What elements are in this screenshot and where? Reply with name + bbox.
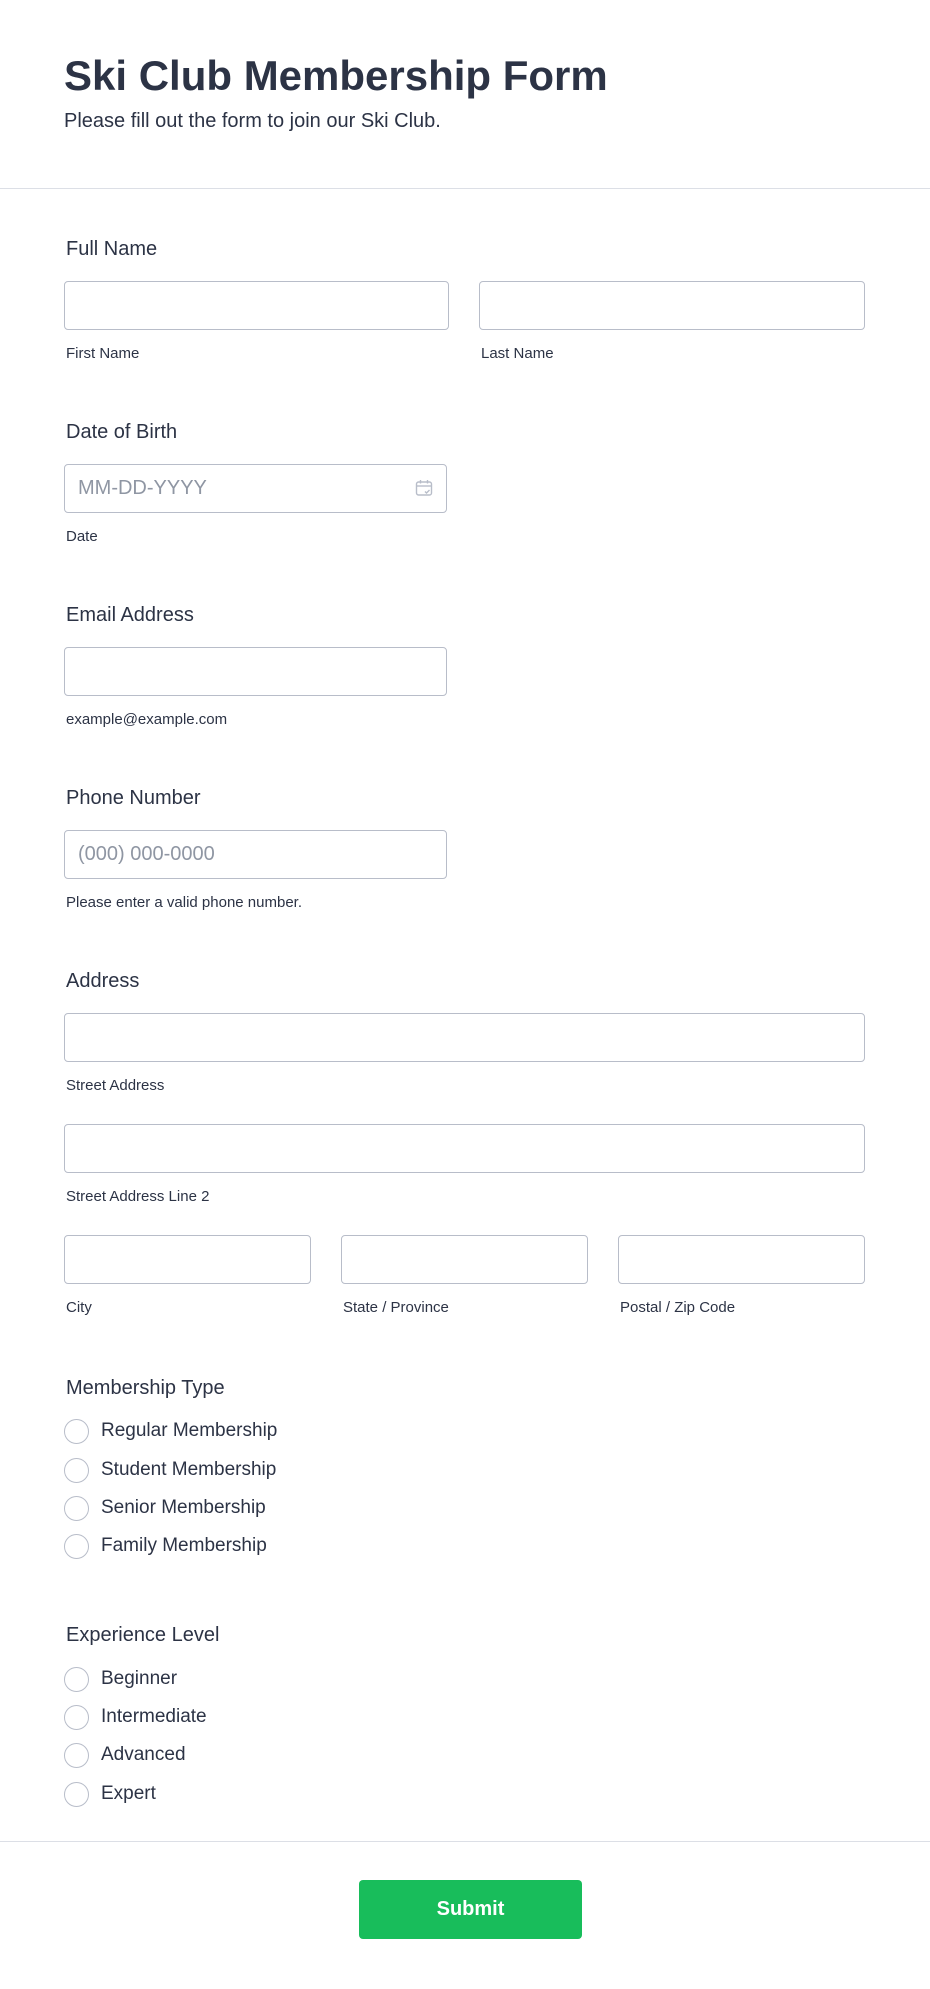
- radio-label: Expert: [101, 1783, 156, 1804]
- city-sublabel: City: [66, 1299, 92, 1316]
- phone-sublabel: Please enter a valid phone number.: [66, 894, 302, 911]
- radio-button[interactable]: [64, 1667, 89, 1692]
- radio-button[interactable]: [64, 1496, 89, 1521]
- last-name-input[interactable]: [479, 281, 865, 330]
- street-address-line2-sublabel: Street Address Line 2: [66, 1188, 210, 1205]
- form-subtitle: Please fill out the form to join our Ski Club.: [64, 110, 441, 132]
- street-address-sublabel: Street Address: [66, 1077, 165, 1094]
- first-name-sublabel: First Name: [66, 345, 140, 362]
- email-label: Email Address: [66, 604, 194, 626]
- experience-option-advanced[interactable]: [64, 1742, 186, 1768]
- radio-label: Family Membership: [101, 1535, 267, 1556]
- full-name-label: Full Name: [66, 238, 158, 260]
- street-address-line2-input[interactable]: [64, 1124, 865, 1173]
- experience-option-beginner[interactable]: [64, 1666, 177, 1692]
- dob-sublabel: Date: [66, 528, 98, 545]
- form-header: [0, 0, 930, 189]
- membership-type-label: Membership Type: [66, 1377, 225, 1399]
- calendar-icon[interactable]: [415, 479, 433, 497]
- footer-divider: [0, 1841, 930, 1842]
- first-name-input[interactable]: [64, 281, 449, 330]
- dob-label: Date of Birth: [66, 421, 178, 443]
- postal-code-input[interactable]: [618, 1235, 865, 1284]
- radio-label: Beginner: [101, 1668, 178, 1689]
- radio-label: Advanced: [101, 1744, 186, 1765]
- radio-button[interactable]: [64, 1419, 89, 1444]
- state-input[interactable]: [341, 1235, 588, 1284]
- phone-input[interactable]: [64, 830, 447, 879]
- phone-label: Phone Number: [66, 787, 201, 809]
- radio-button[interactable]: [64, 1743, 89, 1768]
- membership-option-senior[interactable]: [64, 1495, 266, 1521]
- radio-button[interactable]: [64, 1458, 89, 1483]
- radio-button[interactable]: [64, 1705, 89, 1730]
- experience-option-intermediate[interactable]: [64, 1704, 207, 1730]
- postal-code-sublabel: Postal / Zip Code: [620, 1299, 736, 1316]
- street-address-input[interactable]: [64, 1013, 865, 1062]
- membership-option-family[interactable]: [64, 1533, 267, 1559]
- state-sublabel: State / Province: [343, 1299, 449, 1316]
- radio-label: Senior Membership: [101, 1497, 266, 1518]
- experience-level-label: Experience Level: [66, 1624, 220, 1646]
- submit-button[interactable]: Submit: [359, 1880, 582, 1939]
- radio-label: Regular Membership: [101, 1420, 278, 1441]
- email-input[interactable]: [64, 647, 447, 696]
- radio-label: Intermediate: [101, 1706, 207, 1727]
- radio-button[interactable]: [64, 1782, 89, 1807]
- city-input[interactable]: [64, 1235, 311, 1284]
- email-sublabel: example@example.com: [66, 711, 228, 728]
- radio-label: Student Membership: [101, 1459, 277, 1480]
- form-title: Ski Club Membership Form: [64, 52, 608, 99]
- membership-option-regular[interactable]: [64, 1418, 277, 1444]
- address-label: Address: [66, 970, 140, 992]
- experience-option-expert[interactable]: [64, 1781, 156, 1807]
- radio-button[interactable]: [64, 1534, 89, 1559]
- last-name-sublabel: Last Name: [481, 345, 554, 362]
- membership-option-student[interactable]: [64, 1457, 276, 1483]
- dob-input[interactable]: [64, 464, 447, 513]
